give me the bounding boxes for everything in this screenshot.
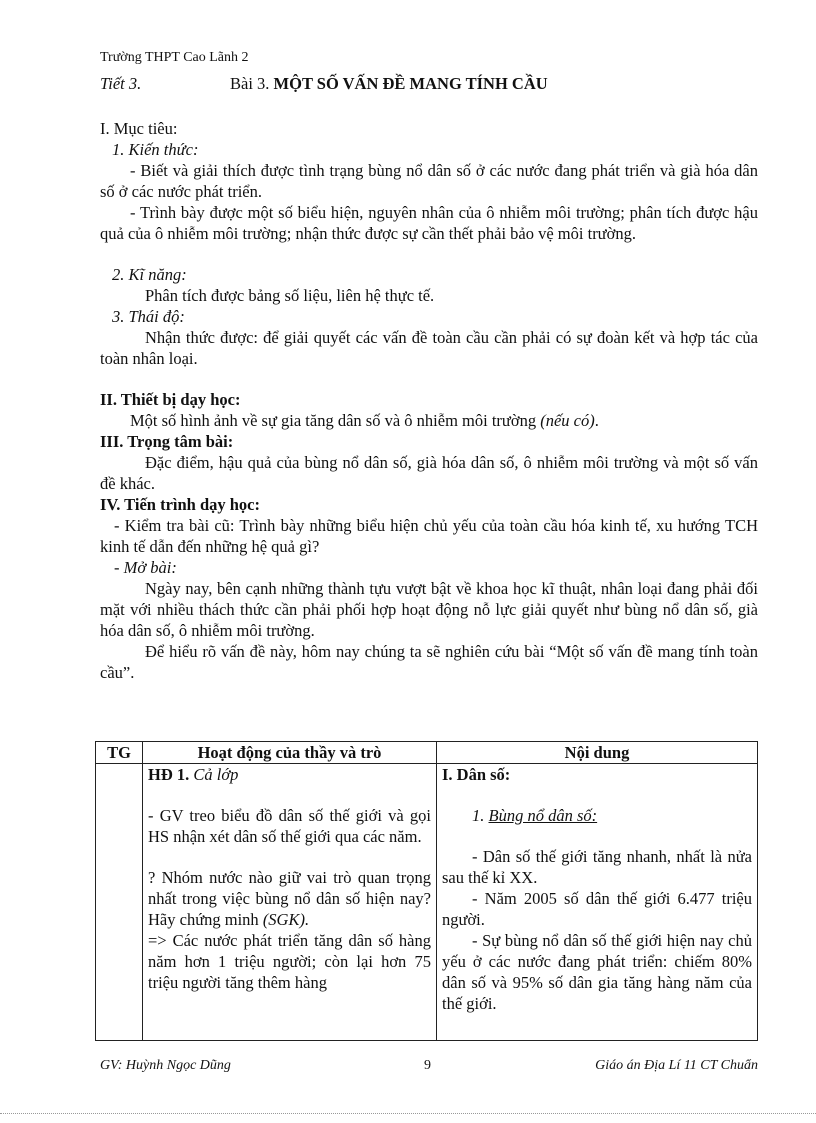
lesson-title [230,74,548,94]
time-cell [96,764,143,1041]
content-subheading: 1. Bùng nổ dân số: [472,806,598,825]
process-heading: IV. Tiến trình dạy học: [100,495,261,514]
activity-item-2: ? Nhóm nước nào giữ vai trò quan trọng nhất trong việc bùng nổ dân số hiện nay? Hãy chứng minh (SGK). [148,868,431,929]
intro-text-2: Để hiểu rõ vấn đề này, hôm nay chúng ta sẽ nghiên cứu bài “Một số vấn đề mang tính toàn cầu”. [100,642,758,682]
activity-cell [143,764,437,1041]
focus-heading: III. Trọng tâm bài: [100,432,234,451]
lesson-title-row [100,74,760,94]
footer-teacher: GV: Huỳnh Ngọc Dũng [100,1058,231,1073]
header-time: TG [96,742,143,764]
period-label: Tiết 3. [100,74,142,93]
school-name: Trường THPT Cao Lãnh 2 [100,50,249,65]
table-header-row [96,742,758,764]
activity-item-1: - GV treo biểu đồ dân số thế giới và gọi HS nhận xét dân số thế giới qua các năm. [148,806,431,846]
footer-document: Giáo án Địa Lí 11 CT Chuẩn [595,1058,758,1073]
skills-text: Phân tích được bảng số liệu, liên hệ thực tế. [145,286,435,305]
content-item-1: - Dân số thế giới tăng nhanh, nhất là nửa sau thế kỉ XX. [442,847,752,887]
lesson-prefix: Bài 3. [230,74,274,93]
table-row [96,764,758,1041]
content-item-2: - Năm 2005 số dân thế giới 6.477 triệu người. [442,889,752,929]
knowledge-heading: 1. Kiến thức: [112,140,199,159]
equipment-heading: II. Thiết bị dạy học: [100,390,241,409]
knowledge-item-1: - Biết và giải thích được tình trạng bùng nổ dân số ở các nước đang phát triển và già hóa dân số ở các nước phát triển. [100,161,758,201]
header-activity: Hoạt động của thầy và trò [143,742,437,764]
objectives-heading: I. Mục tiêu: [100,119,178,138]
skills-heading: 2. Kĩ năng: [112,265,187,284]
review-text: - Kiểm tra bài cũ: Trình bày những biểu hiện chủ yếu của toàn cầu hóa kinh tế, xu hướng TCH kinh tế dẫn đến những hệ quả gì? [100,516,758,556]
activity-label: HĐ 1. [148,765,190,784]
content-item-3: - Sự bùng nổ dân số thế giới hiện nay chủ yếu ở các nước đang phát triển: chiếm 80% dân số và 95% số dân gia tăng hàng năm của thế giới. [442,931,752,1013]
lesson-body [100,118,758,683]
page-footer [100,1058,758,1074]
page-number: 9 [424,1058,431,1073]
activity-item-3: => Các nước phát triển tăng dân số hàng năm hơn 1 triệu người; còn lại hơn 75 triệu người tăng thêm hàng [148,931,431,992]
activity-mode: Cả lớp [193,765,239,784]
knowledge-item-2: - Trình bày được một số biểu hiện, nguyên nhân của ô nhiễm môi trường; phân tích được hậu quả của ô nhiễm môi trường; nhận thức được sự cần thết phải bảo vệ môi trường. [100,203,758,243]
attitude-text: Nhận thức được: để giải quyết các vấn đề toàn cầu cần phải có sự đoàn kết và hợp tác của toàn nhân loại. [100,328,758,368]
intro-heading: - Mở bài: [114,558,177,577]
page-edge-divider [0,1113,816,1114]
intro-text-1: Ngày nay, bên cạnh những thành tựu vượt bật về khoa học kĩ thuật, nhân loại đang phải đối mặt với nhiều thách thức cần phải phối hợp hoạt động nỗ lực giải quyết như bùng nổ dân số, già hóa dân số, ô nhiễm môi trường. [100,579,758,640]
content-cell [437,764,758,1041]
lesson-title-text: MỘT SỐ VẤN ĐỀ MANG TÍNH CẦU [273,74,548,93]
focus-text: Đặc điểm, hậu quả của bùng nổ dân số, già hóa dân số, ô nhiễm môi trường và một số vấn đề khác. [100,453,758,493]
attitude-heading: 3. Thái độ: [112,307,185,326]
header-content: Nội dung [437,742,758,764]
content-heading: I. Dân số: [442,765,511,784]
equipment-text: Một số hình ảnh về sự gia tăng dân số và ô nhiễm môi trường (nếu có). [130,411,599,430]
lesson-plan-table [95,741,758,1041]
